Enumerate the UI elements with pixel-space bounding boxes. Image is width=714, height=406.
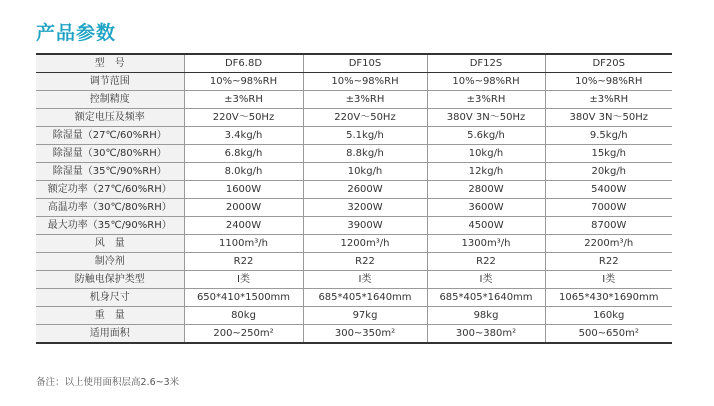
table-cell: 2200m³/h xyxy=(545,235,672,253)
table-cell: 1300m³/h xyxy=(427,235,545,253)
table-header-row xyxy=(36,54,672,73)
table-cell: 80kg xyxy=(184,307,303,325)
table-row xyxy=(36,73,672,91)
table-cell: 10%~98%RH xyxy=(545,73,672,91)
table-cell: 10kg/h xyxy=(303,163,427,181)
table-cell: 9.5kg/h xyxy=(545,127,672,145)
table-row xyxy=(36,253,672,271)
table-cell: ±3%RH xyxy=(303,91,427,109)
table-cell: 97kg xyxy=(303,307,427,325)
row-label: 除湿量（30℃/80%RH） xyxy=(36,145,184,163)
row-label: 除湿量（27℃/60%RH） xyxy=(36,127,184,145)
table-cell: 380V 3N～50Hz xyxy=(545,109,672,127)
header-cell: DF10S xyxy=(303,54,427,73)
table-cell: 500~650m² xyxy=(545,325,672,344)
page-title: 产品参数 xyxy=(36,22,117,44)
table-cell: R22 xyxy=(184,253,303,271)
row-label: 重 量 xyxy=(36,307,184,325)
row-label: 风 量 xyxy=(36,235,184,253)
table-cell: 1100m³/h xyxy=(184,235,303,253)
table-cell: 160kg xyxy=(545,307,672,325)
table-cell: 300~380m² xyxy=(427,325,545,344)
table-cell: 200~250m² xyxy=(184,325,303,344)
table-cell: 8700W xyxy=(545,217,672,235)
table-cell: 1200m³/h xyxy=(303,235,427,253)
table-cell: ±3%RH xyxy=(184,91,303,109)
table-cell: 5.6kg/h xyxy=(427,127,545,145)
table-cell: R22 xyxy=(303,253,427,271)
table-cell: 10%~98%RH xyxy=(303,73,427,91)
footnote: 备注：以上使用面积层高2.6~3米 xyxy=(36,377,180,388)
table-cell: 4500W xyxy=(427,217,545,235)
table-cell: 685*405*1640mm xyxy=(303,289,427,307)
table-cell: 12kg/h xyxy=(427,163,545,181)
table-cell: 2800W xyxy=(427,181,545,199)
header-cell: DF20S xyxy=(545,54,672,73)
table-cell: 2000W xyxy=(184,199,303,217)
table-cell: 5.1kg/h xyxy=(303,127,427,145)
row-label: 除湿量（35℃/90%RH） xyxy=(36,163,184,181)
table-row xyxy=(36,307,672,325)
table-cell: 220V～50Hz xyxy=(184,109,303,127)
table-cell: Ⅰ类 xyxy=(545,271,672,289)
table-row xyxy=(36,199,672,217)
table-row xyxy=(36,289,672,307)
row-label: 机身尺寸 xyxy=(36,289,184,307)
table-cell: 10%~98%RH xyxy=(427,73,545,91)
table-cell: ±3%RH xyxy=(545,91,672,109)
header-cell: 型 号 xyxy=(36,54,184,73)
table-row xyxy=(36,325,672,344)
table-cell: 650*410*1500mm xyxy=(184,289,303,307)
table-row xyxy=(36,127,672,145)
table-cell: ±3%RH xyxy=(427,91,545,109)
table-cell: 3.4kg/h xyxy=(184,127,303,145)
table-cell: 1600W xyxy=(184,181,303,199)
row-label: 额定功率（27℃/60%RH） xyxy=(36,181,184,199)
row-label: 最大功率（35℃/90%RH） xyxy=(36,217,184,235)
table-row xyxy=(36,271,672,289)
row-label: 高温功率（30℃/80%RH） xyxy=(36,199,184,217)
table-cell: 7000W xyxy=(545,199,672,217)
table-cell: R22 xyxy=(427,253,545,271)
table-row xyxy=(36,91,672,109)
table-cell: 3900W xyxy=(303,217,427,235)
row-label: 控制精度 xyxy=(36,91,184,109)
table-row xyxy=(36,109,672,127)
table-cell: 3600W xyxy=(427,199,545,217)
spec-table xyxy=(36,53,672,344)
row-label: 制冷剂 xyxy=(36,253,184,271)
table-cell: 380V 3N～50Hz xyxy=(427,109,545,127)
table-cell: 8.0kg/h xyxy=(184,163,303,181)
table-cell: R22 xyxy=(545,253,672,271)
table-row xyxy=(36,217,672,235)
table-cell: 300~350m² xyxy=(303,325,427,344)
table-cell: Ⅰ类 xyxy=(184,271,303,289)
table-cell: 3200W xyxy=(303,199,427,217)
table-row xyxy=(36,145,672,163)
table-cell: 10kg/h xyxy=(427,145,545,163)
table-cell: 98kg xyxy=(427,307,545,325)
row-label: 适用面积 xyxy=(36,325,184,344)
table-cell: 685*405*1640mm xyxy=(427,289,545,307)
table-cell: 8.8kg/h xyxy=(303,145,427,163)
table-row xyxy=(36,163,672,181)
table-row xyxy=(36,181,672,199)
table-cell: 15kg/h xyxy=(545,145,672,163)
table-cell: 2400W xyxy=(184,217,303,235)
table-cell: Ⅰ类 xyxy=(303,271,427,289)
header-cell: DF6.8D xyxy=(184,54,303,73)
row-label: 调节范围 xyxy=(36,73,184,91)
table-cell: 2600W xyxy=(303,181,427,199)
header-cell: DF12S xyxy=(427,54,545,73)
table-cell: 1065*430*1690mm xyxy=(545,289,672,307)
table-cell: 5400W xyxy=(545,181,672,199)
table-cell: 6.8kg/h xyxy=(184,145,303,163)
table-row xyxy=(36,235,672,253)
table-cell: 10%~98%RH xyxy=(184,73,303,91)
row-label: 防触电保护类型 xyxy=(36,271,184,289)
table-cell: Ⅰ类 xyxy=(427,271,545,289)
table-cell: 20kg/h xyxy=(545,163,672,181)
row-label: 额定电压及频率 xyxy=(36,109,184,127)
table-cell: 220V～50Hz xyxy=(303,109,427,127)
